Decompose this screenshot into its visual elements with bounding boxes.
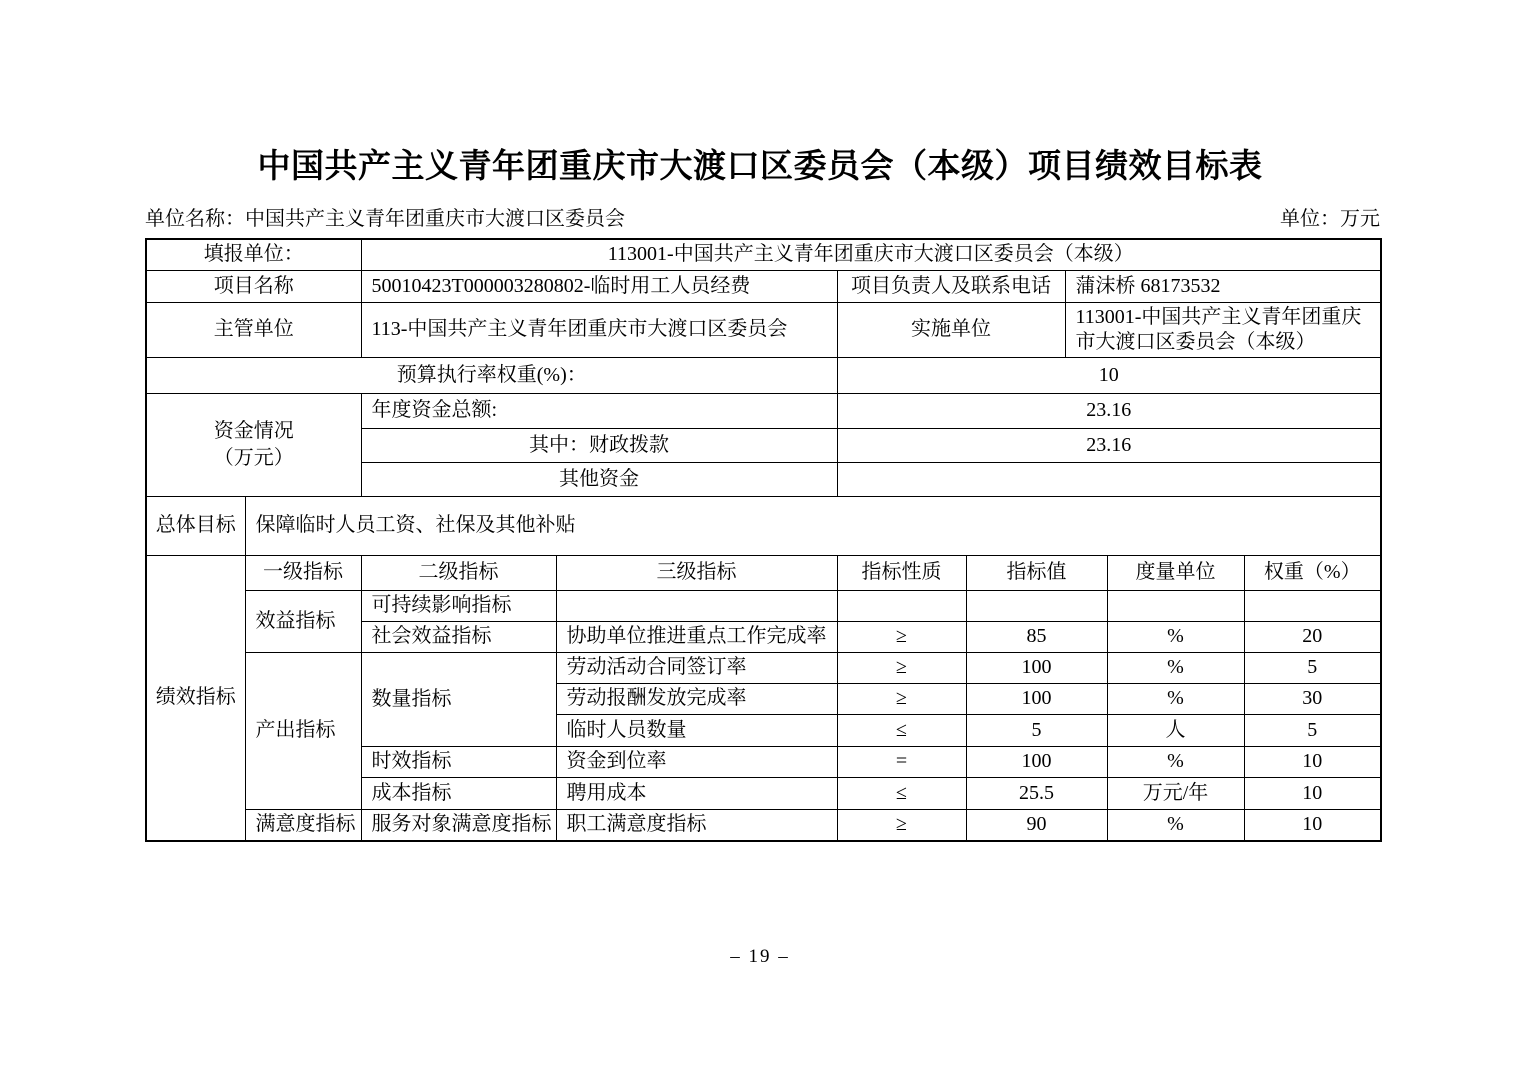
weight-cell: 20 [1244,621,1381,652]
unit-cell: % [1107,746,1244,777]
unit-cell: % [1107,621,1244,652]
level2-cell: 社会效益指标 [361,621,556,652]
nature-cell [837,590,966,621]
page-title: 中国共产主义青年团重庆市大渡口区委员会（本级）项目绩效目标表 [257,149,1263,185]
weight-cell: 5 [1244,652,1381,683]
funds-total-row [146,393,1381,428]
funds-total-label: 年度资金总额: [361,393,837,428]
weight-cell: 30 [1244,683,1381,714]
value-cell: 100 [966,746,1107,777]
supervisor-label: 主管单位 [146,302,361,357]
report-unit-label: 填报单位： [146,239,361,270]
performance-target-table [145,238,1382,842]
funds-group-label-line1: 资金情况 [213,419,294,442]
weight-cell: 10 [1244,777,1381,809]
weight-cell: 5 [1244,714,1381,746]
nature-cell: ≥ [837,683,966,714]
report-unit-value: 113001-中国共产主义青年团重庆市大渡口区委员会（本级） [361,239,1381,270]
level2-cell: 可持续影响指标 [361,590,556,621]
level1-cell: 效益指标 [245,590,361,652]
leader-label: 项目负责人及联系电话 [837,270,1065,302]
funds-other-value [837,462,1381,496]
header-value: 指标值 [966,555,1107,590]
weight-cell: 10 [1244,746,1381,777]
header-nature: 指标性质 [837,555,966,590]
funds-fiscal-label: 其中：财政拨款 [361,428,837,462]
page-number: – 19 – [730,946,790,967]
weight-cell: 10 [1244,809,1381,841]
nature-cell: = [837,746,966,777]
funds-other-label: 其他资金 [361,462,837,496]
value-cell: 90 [966,809,1107,841]
currency-unit-label: 单位：万元 [1280,208,1380,230]
header-unit: 度量单位 [1107,555,1244,590]
overall-goal-value: 保障临时人员工资、社保及其他补贴 [245,496,1381,555]
overall-goal-row [146,496,1381,555]
implement-label: 实施单位 [837,302,1065,357]
project-name-value: 50010423T000003280802-临时用工人员经费 [361,270,837,302]
report-unit-row [146,239,1381,270]
level3-cell: 职工满意度指标 [556,809,837,841]
unit-cell: % [1107,683,1244,714]
indicator-group-label: 绩效指标 [146,555,245,841]
level3-cell: 协助单位推进重点工作完成率 [556,621,837,652]
project-name-row [146,270,1381,302]
indicator-row [146,809,1381,841]
value-cell: 100 [966,652,1107,683]
level2-cell: 成本指标 [361,777,556,809]
meta-row [145,206,1380,232]
header-weight: 权重（%） [1244,555,1381,590]
header-level2: 二级指标 [361,555,556,590]
funds-group-label-line2: （万元） [213,446,294,469]
nature-cell: ≥ [837,809,966,841]
value-cell: 25.5 [966,777,1107,809]
value-cell [966,590,1107,621]
level1-cell: 产出指标 [245,652,361,809]
funds-group-label [146,393,361,496]
level3-cell: 资金到位率 [556,746,837,777]
level3-cell: 劳动活动合同签订率 [556,652,837,683]
unit-cell: % [1107,652,1244,683]
level1-cell: 满意度指标 [245,809,361,841]
budget-rate-label: 预算执行率权重(%)： [146,357,837,393]
value-cell: 100 [966,683,1107,714]
indicator-row [146,652,1381,683]
nature-cell: ≥ [837,652,966,683]
level2-cell: 时效指标 [361,746,556,777]
value-cell: 85 [966,621,1107,652]
funds-fiscal-value: 23.16 [837,428,1381,462]
level3-cell: 劳动报酬发放完成率 [556,683,837,714]
budget-rate-row [146,357,1381,393]
unit-cell: 人 [1107,714,1244,746]
implement-value: 113001-中国共产主义青年团重庆市大渡口区委员会（本级） [1065,302,1381,357]
level3-cell [556,590,837,621]
weight-cell [1244,590,1381,621]
value-cell: 5 [966,714,1107,746]
nature-cell: ≤ [837,777,966,809]
overall-goal-label: 总体目标 [146,496,245,555]
level2-cell: 数量指标 [361,652,556,746]
project-name-label: 项目名称 [146,270,361,302]
leader-value: 蒲沫桥 68173532 [1065,270,1381,302]
nature-cell: ≤ [837,714,966,746]
level3-cell: 聘用成本 [556,777,837,809]
unit-name-label: 单位名称：中国共产主义青年团重庆市大渡口区委员会 [145,208,625,230]
indicator-row [146,590,1381,621]
supervisor-row [146,302,1381,357]
header-level1: 一级指标 [245,555,361,590]
budget-rate-value: 10 [837,357,1381,393]
unit-cell [1107,590,1244,621]
level3-cell: 临时人员数量 [556,714,837,746]
unit-cell: % [1107,809,1244,841]
level2-cell: 服务对象满意度指标 [361,809,556,841]
nature-cell: ≥ [837,621,966,652]
header-level3: 三级指标 [556,555,837,590]
indicator-header-row [146,555,1381,590]
unit-cell: 万元/年 [1107,777,1244,809]
supervisor-value: 113-中国共产主义青年团重庆市大渡口区委员会 [361,302,837,357]
funds-total-value: 23.16 [837,393,1381,428]
